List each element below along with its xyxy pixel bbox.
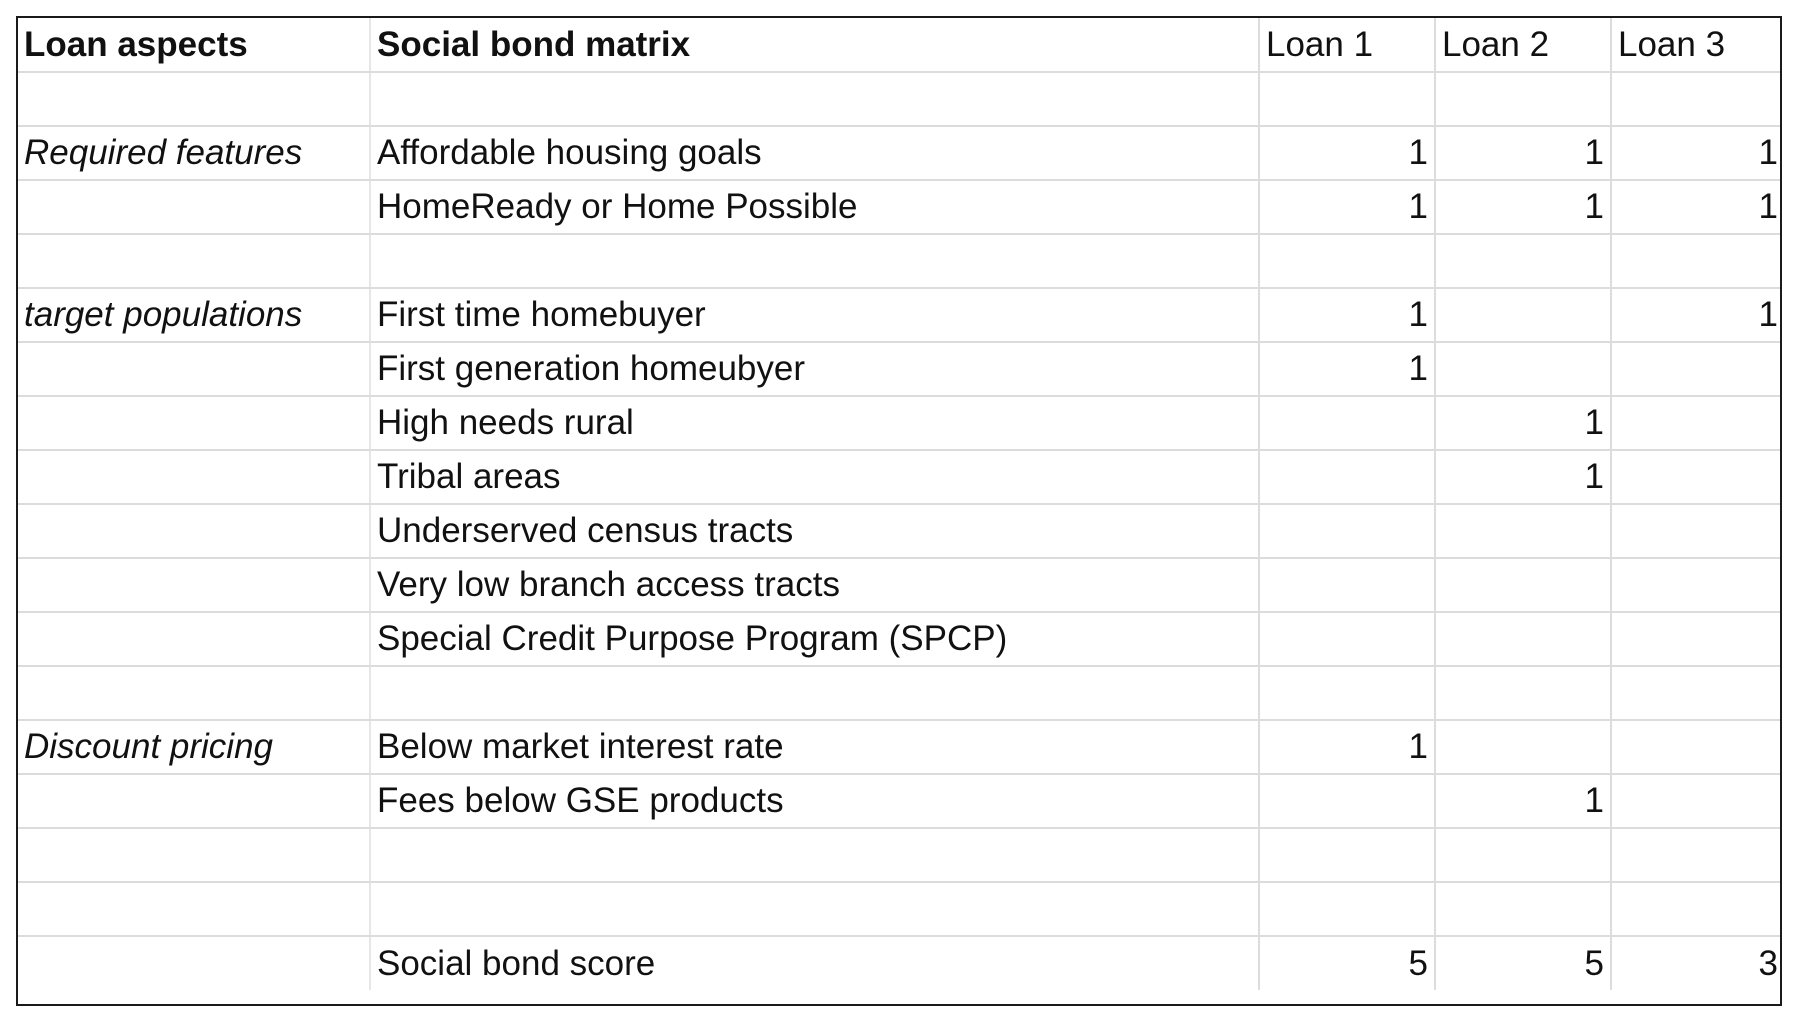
matrix-cell[interactable]: Special Credit Purpose Program (SPCP): [370, 612, 1259, 666]
matrix-cell[interactable]: Below market interest rate: [370, 720, 1259, 774]
header-social-bond-matrix[interactable]: Social bond matrix: [370, 18, 1259, 72]
loan-2-cell[interactable]: 1: [1435, 450, 1611, 504]
header-loan-aspects[interactable]: Loan aspects: [18, 18, 370, 72]
loan-2-cell[interactable]: 1: [1435, 396, 1611, 450]
matrix-cell[interactable]: [370, 828, 1259, 882]
matrix-cell[interactable]: Very low branch access tracts: [370, 558, 1259, 612]
table-row: [18, 882, 1782, 936]
aspect-cell[interactable]: [18, 774, 370, 828]
aspect-cell[interactable]: Discount pricing: [18, 720, 370, 774]
loan-1-cell[interactable]: [1259, 72, 1435, 126]
loan-2-cell[interactable]: [1435, 828, 1611, 882]
table-row: [18, 72, 1782, 126]
loan-3-cell[interactable]: [1611, 774, 1782, 828]
loan-3-cell[interactable]: [1611, 396, 1782, 450]
header-loan-1[interactable]: Loan 1: [1259, 18, 1435, 72]
loan-2-cell[interactable]: [1435, 288, 1611, 342]
loan-3-cell[interactable]: [1611, 72, 1782, 126]
aspect-cell[interactable]: [18, 450, 370, 504]
matrix-cell[interactable]: First generation homeubyer: [370, 342, 1259, 396]
loan-2-cell[interactable]: [1435, 720, 1611, 774]
loan-3-cell[interactable]: [1611, 612, 1782, 666]
loan-2-cell[interactable]: [1435, 342, 1611, 396]
table-row: [18, 180, 1782, 234]
matrix-cell[interactable]: Fees below GSE products: [370, 774, 1259, 828]
loan-3-cell[interactable]: [1611, 882, 1782, 936]
loan-3-cell[interactable]: [1611, 558, 1782, 612]
aspect-cell[interactable]: [18, 666, 370, 720]
loan-1-cell[interactable]: [1259, 558, 1435, 612]
loan-3-cell[interactable]: [1611, 720, 1782, 774]
loan-1-cell[interactable]: [1259, 450, 1435, 504]
loan-1-cell[interactable]: [1259, 396, 1435, 450]
table-row: [18, 720, 1782, 774]
loan-1-cell[interactable]: [1259, 612, 1435, 666]
social-bond-table: [18, 18, 1782, 990]
aspect-cell[interactable]: [18, 342, 370, 396]
loan-2-cell[interactable]: [1435, 234, 1611, 288]
loan-2-cell[interactable]: [1435, 504, 1611, 558]
table-row: [18, 828, 1782, 882]
loan-1-cell[interactable]: 1: [1259, 126, 1435, 180]
header-row: [18, 18, 1782, 72]
loan-1-cell[interactable]: 1: [1259, 180, 1435, 234]
social-bond-score-label[interactable]: Social bond score: [370, 936, 1259, 990]
table-row: [18, 774, 1782, 828]
loan-2-cell[interactable]: [1435, 72, 1611, 126]
matrix-cell[interactable]: Affordable housing goals: [370, 126, 1259, 180]
loan-1-cell[interactable]: [1259, 234, 1435, 288]
table-row: [18, 126, 1782, 180]
loan-2-cell[interactable]: [1435, 612, 1611, 666]
aspect-cell[interactable]: [18, 936, 370, 990]
loan-3-cell[interactable]: [1611, 666, 1782, 720]
loan-3-cell[interactable]: 1: [1611, 180, 1782, 234]
table-row: [18, 234, 1782, 288]
loan-3-cell[interactable]: 1: [1611, 126, 1782, 180]
total-row: [18, 936, 1782, 990]
loan-1-score[interactable]: 5: [1259, 936, 1435, 990]
table-row: [18, 558, 1782, 612]
matrix-cell[interactable]: [370, 882, 1259, 936]
aspect-cell[interactable]: [18, 828, 370, 882]
loan-1-cell[interactable]: [1259, 774, 1435, 828]
loan-2-cell[interactable]: [1435, 666, 1611, 720]
matrix-cell[interactable]: HomeReady or Home Possible: [370, 180, 1259, 234]
loan-2-cell[interactable]: 1: [1435, 126, 1611, 180]
table-row: [18, 342, 1782, 396]
aspect-cell[interactable]: [18, 180, 370, 234]
loan-3-cell[interactable]: [1611, 450, 1782, 504]
matrix-cell[interactable]: High needs rural: [370, 396, 1259, 450]
matrix-cell[interactable]: [370, 72, 1259, 126]
loan-1-cell[interactable]: [1259, 828, 1435, 882]
loan-1-cell[interactable]: [1259, 882, 1435, 936]
loan-3-cell[interactable]: [1611, 504, 1782, 558]
table-row: [18, 612, 1782, 666]
matrix-cell[interactable]: Tribal areas: [370, 450, 1259, 504]
loan-3-cell[interactable]: [1611, 828, 1782, 882]
aspect-cell[interactable]: [18, 504, 370, 558]
loan-2-cell[interactable]: 1: [1435, 774, 1611, 828]
table-row: [18, 450, 1782, 504]
spreadsheet: [16, 16, 1782, 1006]
loan-3-cell[interactable]: [1611, 234, 1782, 288]
matrix-cell[interactable]: Underserved census tracts: [370, 504, 1259, 558]
aspect-cell[interactable]: [18, 558, 370, 612]
loan-1-cell[interactable]: 1: [1259, 720, 1435, 774]
loan-2-cell[interactable]: [1435, 882, 1611, 936]
loan-2-cell[interactable]: 1: [1435, 180, 1611, 234]
loan-2-cell[interactable]: [1435, 558, 1611, 612]
aspect-cell[interactable]: [18, 72, 370, 126]
table-row: [18, 504, 1782, 558]
table-row: [18, 666, 1782, 720]
matrix-cell[interactable]: [370, 666, 1259, 720]
loan-1-cell[interactable]: [1259, 504, 1435, 558]
aspect-cell[interactable]: target populations: [18, 288, 370, 342]
header-loan-2[interactable]: Loan 2: [1435, 18, 1611, 72]
loan-2-score[interactable]: 5: [1435, 936, 1611, 990]
aspect-cell[interactable]: [18, 234, 370, 288]
loan-1-cell[interactable]: 1: [1259, 342, 1435, 396]
loan-1-cell[interactable]: 1: [1259, 288, 1435, 342]
header-loan-3[interactable]: Loan 3: [1611, 18, 1782, 72]
aspect-cell[interactable]: Required features: [18, 126, 370, 180]
loan-3-cell[interactable]: 1: [1611, 288, 1782, 342]
table-row: [18, 288, 1782, 342]
matrix-cell[interactable]: First time homebuyer: [370, 288, 1259, 342]
loan-3-score[interactable]: 3: [1758, 943, 1778, 983]
aspect-cell[interactable]: [18, 396, 370, 450]
loan-1-cell[interactable]: [1259, 666, 1435, 720]
table-row: [18, 396, 1782, 450]
loan-3-cell[interactable]: [1611, 342, 1782, 396]
aspect-cell[interactable]: [18, 612, 370, 666]
matrix-cell[interactable]: [370, 234, 1259, 288]
aspect-cell[interactable]: [18, 882, 370, 936]
